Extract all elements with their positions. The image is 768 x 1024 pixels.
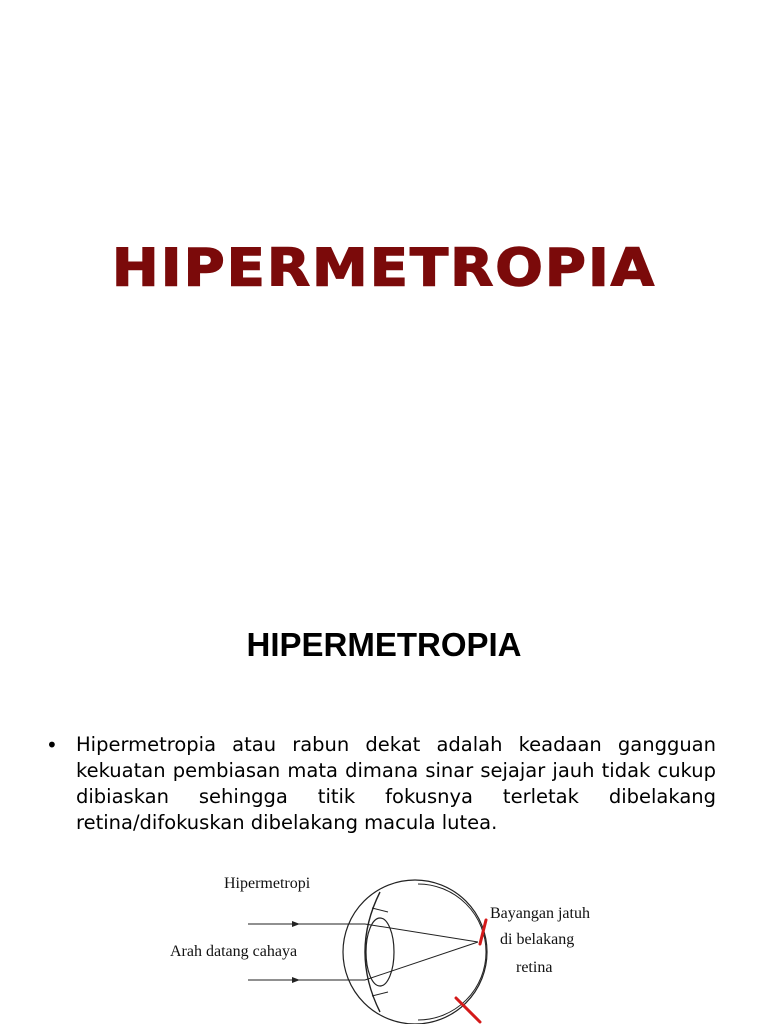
diagram-image-label-2: di belakang xyxy=(500,931,575,948)
arrowhead-top xyxy=(292,921,300,927)
light-rays xyxy=(248,924,478,980)
retina-inner-arc xyxy=(418,884,486,1020)
cornea xyxy=(365,892,380,1012)
arrowhead-bottom xyxy=(292,977,300,983)
hyperopia-eye-diagram xyxy=(160,862,600,1024)
iris-top xyxy=(372,908,388,912)
bullet-text: Hipermetropia atau rabun dekat adalah keadaan gangguan kekuatan pembiasan mata dimana sinar sejajar jauh tidak cukup dibiaskan sehingga titik fokusnya terletak dibelakang retina/difokuskan dibelakang macula lutea. xyxy=(76,733,716,834)
slide-divider xyxy=(0,560,768,561)
slide-1-title: HIPERMETROPIA xyxy=(111,238,657,299)
refracted-ray-top xyxy=(365,924,478,942)
iris-bottom xyxy=(372,992,388,996)
image-markers xyxy=(456,920,486,1022)
slide-2-title: HIPERMETROPIA xyxy=(246,626,522,663)
eyeball xyxy=(343,880,487,1024)
diagram-light-label: Arah datang cahaya xyxy=(170,943,298,960)
bullet-icon: • xyxy=(46,733,58,757)
diagram-image-label-3: retina xyxy=(516,959,553,976)
refracted-ray-bottom xyxy=(365,942,478,980)
bullet-list-item xyxy=(46,732,726,836)
diagram-title-label: Hipermetropi xyxy=(224,875,311,892)
diagram-image-label-1: Bayangan jatuh xyxy=(490,905,590,922)
lens xyxy=(366,918,394,986)
